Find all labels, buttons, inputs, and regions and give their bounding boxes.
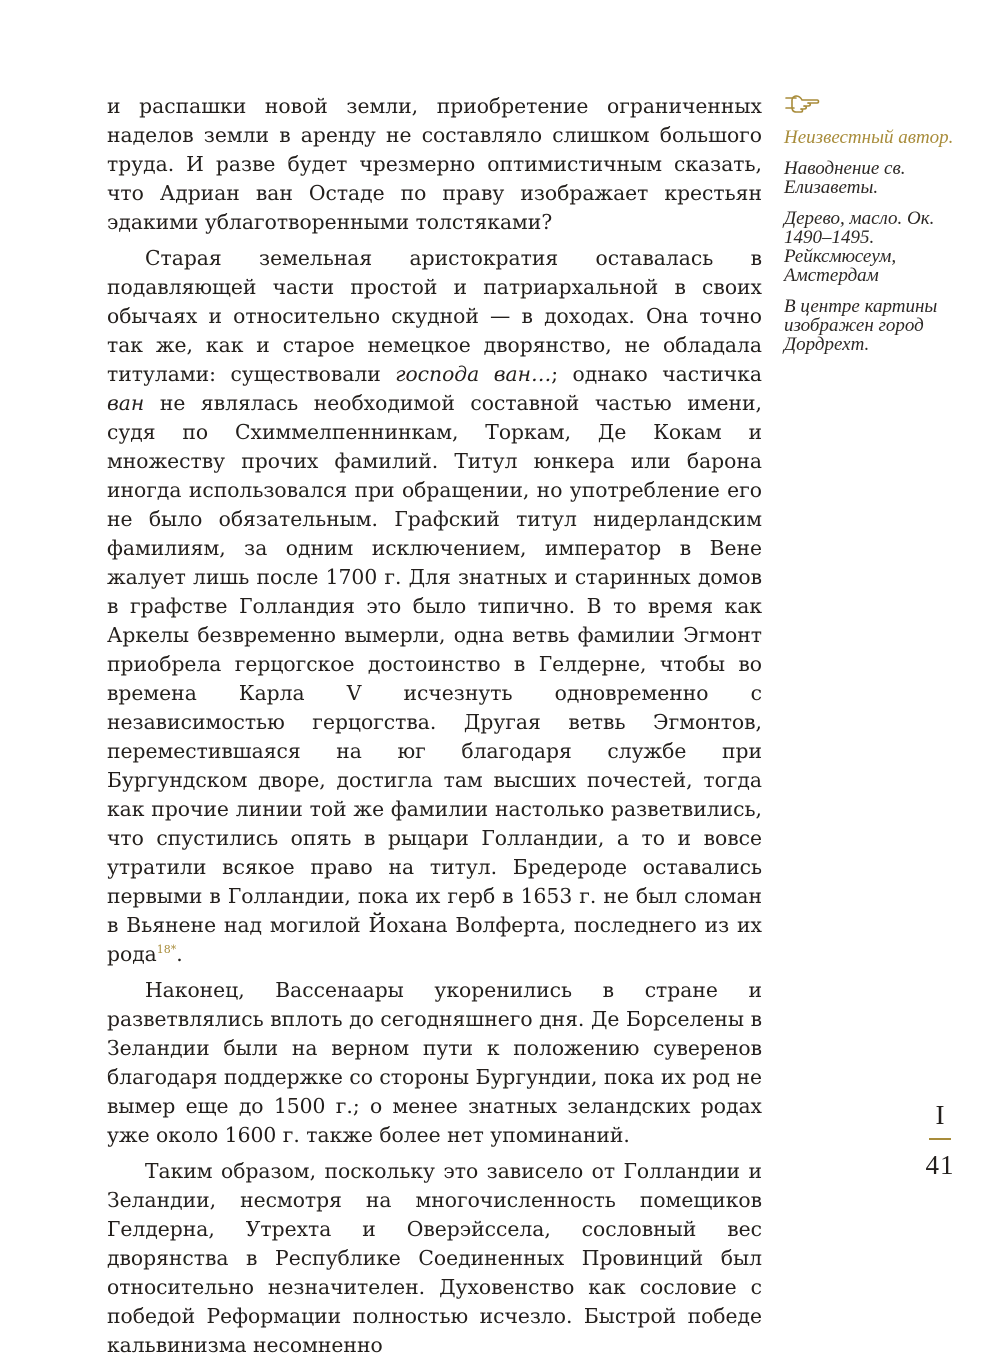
paragraph-2-italic-b: ван (107, 391, 145, 415)
paragraph-2-italic-a: господа ван… (395, 362, 552, 386)
paragraph-1: и распашки новой земли, приобретение ограниченных наделов земли в аренду не составляло слишком большого труда. И разве будет чрезмерно оптимистичным сказать, что Адриан ван Остаде по праву изображает крестьян эдакими ублаготворенными толстяками? (107, 94, 762, 234)
caption-title: Наводнение св. Елизаветы. (784, 158, 906, 198)
illustration-caption (784, 92, 974, 366)
paragraph-2-text-b: ; однако частичка (551, 362, 762, 386)
paragraph-3: Наконец, Вассенаары укоренились в стране и разветвлялись вплоть до сегодняшнего дня. Де Борселены в Зеландии были на верном пути к положению суверенов благодаря поддержке со стороны Бургундии, пока их род не вымер еще до 1500 г.; о менее знатных зеландских родах уже около 1600 г. также более нет упоминаний. (107, 978, 762, 1147)
folio-divider (929, 1138, 951, 1140)
paragraph-2-text-d: . (176, 942, 183, 966)
main-text (107, 92, 762, 1367)
part-number: I (935, 1100, 945, 1130)
page-folio (910, 1100, 970, 1180)
pointing-hand-icon (784, 92, 822, 114)
paragraph-2-text-a: Старая земельная аристократия оставалась в подавляющей части простой и патриархальной в своих обычаях и относительно скудной — в доходах. Она точно так же, как и старое немецкое дворянство, не обладала титулами: существовали (107, 246, 762, 386)
paragraph-2-text-c: не являлась необходимой составной частью имени, судя по Схиммелпеннинкам, Торкам, Де Кокам и множеству прочих фамилий. Титул юнкера или барона иногда использовался при обращении, но употребление его не было обязательным. Графский титул нидерландским фамилиям, за одним исключением, император в Вене жалует лишь после 1700 г. Для знатных и старинных домов в графстве Голландия это было типично. В то время как Аркелы безвременно вымерли, одна ветвь фамилии Эгмонт приобрела герцогское достоинство в Гелдерне, чтобы во времена Карла V исчезнуть одновременно с независимостью герцогства. Другая ветвь Эгмонтов, переместившаяся на юг благодаря службе при Бургундском дворе, достигла там высших почестей, тогда как прочие линии той же фамилии настолько разветвились, что спустились опять в рыцари Голландии, а то и вовсе утратили всякое право на титул. Бредероде оставались первыми в Голландии, пока их герб в 1653 г. не был сломан в Вьянене над могилой Йохана Волферта, последнего из их рода (107, 391, 762, 966)
caption-author: Неизвестный автор. (784, 127, 954, 148)
page-number: 41 (925, 1149, 955, 1180)
paragraph-2 (107, 244, 762, 969)
paragraph-4: Таким образом, поскольку это зависело от Голландии и Зеландии, несмотря на многочисленность помещиков Гелдерна, Утрехта и Оверэйссела, сословный вес дворянства в Республике Соединенных Провинций был относительно незначителен. Духовенство как сословие с победой Реформации полностью исчезло. Быстрой победе кальвинизма несомненно (107, 1159, 762, 1357)
caption-description: В центре картины изображен город Дордрехт. (784, 296, 938, 355)
footnote-ref[interactable]: 18* (156, 943, 177, 957)
caption-details: Дерево, масло. Ок. 1490–1495. Рейксмюсеум, Амстердам (784, 208, 935, 286)
